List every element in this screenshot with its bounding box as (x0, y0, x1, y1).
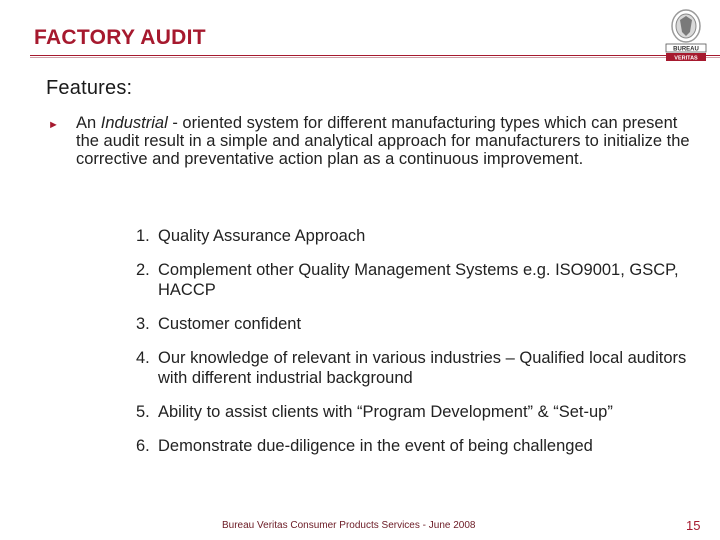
page-number: 15 (686, 518, 701, 533)
list-item (136, 314, 696, 334)
list-item-text: Our knowledge of relevant in various industries – Qualified local auditors with different industrial background (158, 349, 687, 387)
list-item-text: Demonstrate due-diligence in the event of being challenged (158, 437, 593, 455)
title-divider-secondary (30, 57, 720, 58)
features-heading: Features: (46, 77, 133, 99)
intro-paragraph (76, 114, 696, 168)
list-item-number: 5. (136, 403, 150, 421)
list-item (136, 402, 696, 422)
list-item (136, 226, 696, 246)
right-triangle-icon: ► (48, 119, 59, 131)
slide-footer: Bureau Veritas Consumer Products Services - June 2008 (222, 520, 476, 531)
list-item (136, 348, 696, 388)
list-item-text: Ability to assist clients with “Program Development” & “Set-up” (158, 403, 613, 421)
logo-text-bureau: BUREAU (673, 46, 699, 53)
intro-emphasis: Industrial (100, 114, 168, 132)
intro-rest: - oriented system for different manufacturing types which can present the audit result in a simple and analytical approach for manufacturers to initialize the corrective and preventative action plan as a continuous improvement. (76, 114, 690, 168)
list-item-text: Quality Assurance Approach (158, 227, 366, 245)
list-item-text: Customer confident (158, 315, 302, 333)
list-item-number: 1. (136, 227, 150, 245)
list-item-text: Complement other Quality Management Systems e.g. ISO9001, GSCP, HACCP (158, 261, 679, 299)
list-item-number: 6. (136, 437, 150, 455)
features-list (136, 226, 696, 456)
list-item (136, 260, 696, 300)
intro-prefix: An (76, 114, 101, 132)
logo-text-veritas: VERITAS (674, 55, 698, 62)
bureau-veritas-logo (662, 8, 710, 64)
list-item-number: 4. (136, 349, 150, 367)
slide-title: FACTORY AUDIT (34, 26, 206, 49)
list-item-number: 2. (136, 261, 150, 279)
list-item-number: 3. (136, 315, 150, 333)
list-item (136, 436, 696, 456)
title-divider (30, 55, 720, 56)
